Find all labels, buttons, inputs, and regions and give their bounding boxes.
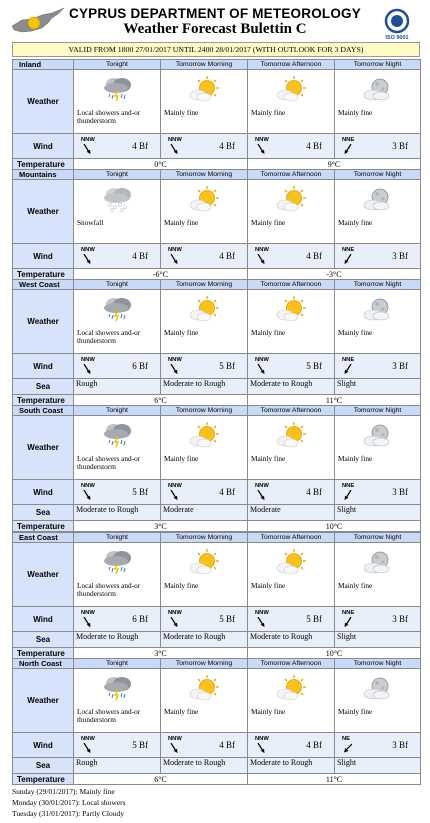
wind-force: 4 Bf [306,141,322,151]
period-header: Tomorrow Night [335,533,421,543]
weather-description: Mainly fine [164,108,199,117]
wind-arrow-icon [257,144,265,154]
sea-row [13,379,421,395]
temperature-day: 10°C [248,648,421,659]
weather-description: Mainly fine [338,218,373,227]
wind-force: 3 Bf [392,361,408,371]
sea-label: Sea [13,632,74,648]
temperature-row [13,521,421,532]
weather-row [13,543,421,607]
period-header: Tomorrow Morning [161,406,248,416]
period-header: Tomorrow Night [335,406,421,416]
wind-label: Wind [13,607,74,632]
weather-label: Weather [13,290,74,354]
wind-cell [248,244,335,269]
sea-state: Moderate to Rough [74,632,161,648]
wind-force: 3 Bf [392,487,408,497]
wind-arrow-icon [83,743,91,753]
period-header: Tonight [74,60,161,70]
wind-arrow-icon [344,617,352,627]
wind-cell [74,733,161,758]
weather-cell [248,290,335,354]
temperature-night: 6°C [74,774,248,785]
validity-banner: VALID FROM 1800 27/01/2017 UNTIL 2400 28/01/2017 (WITH OUTLOOK FOR 3 DAYS) [12,42,420,57]
weather-description: Mainly fine [251,328,286,337]
wind-row [13,607,421,632]
temperature-row [13,774,421,785]
period-header: Tomorrow Afternoon [248,659,335,669]
wind-label: Wind [13,733,74,758]
weather-description: Local showers and-or thunderstorm [77,707,141,724]
weather-cell [335,70,421,134]
period-header: Tomorrow Afternoon [248,170,335,180]
wind-force: 3 Bf [392,614,408,624]
region-header-row [13,280,421,290]
wind-cell [161,354,248,379]
sea-state: Slight [335,632,421,648]
wind-arrow-icon [170,490,178,500]
iso-certification-logo-icon [382,8,412,42]
wind-direction: NNW [255,610,269,616]
wind-arrow-icon [83,364,91,374]
wind-cell [161,480,248,505]
wind-force: 3 Bf [392,251,408,261]
sea-state: Moderate [161,505,248,521]
sea-state: Moderate [248,505,335,521]
sea-state: Slight [335,379,421,395]
wind-arrow-icon [344,743,352,753]
sea-state: Moderate to Rough [161,632,248,648]
wind-cell [335,134,421,159]
wind-cell [248,607,335,632]
wind-arrow-icon [83,617,91,627]
sea-row [13,505,421,521]
wind-label: Wind [13,244,74,269]
weather-cell [74,543,161,607]
wind-force: 5 Bf [219,361,235,371]
period-header: Tomorrow Night [335,60,421,70]
region-header-row [13,170,421,180]
outlook-item: Tuesday (31/01/2017): Partly Cloudy [12,809,125,818]
wind-direction: NNW [168,357,182,363]
temperature-row [13,648,421,659]
wind-row [13,244,421,269]
temperature-night: 3°C [74,648,248,659]
wind-cell [335,607,421,632]
wind-direction: NNW [255,483,269,489]
period-header: Tomorrow Night [335,280,421,290]
weather-cell [161,543,248,607]
period-header: Tomorrow Afternoon [248,533,335,543]
wind-arrow-icon [170,364,178,374]
wind-direction: NNW [255,247,269,253]
sea-state: Moderate to Rough [161,379,248,395]
wind-cell [248,354,335,379]
temperature-night: 6°C [74,395,248,406]
period-header: Tonight [74,533,161,543]
temperature-label: Temperature [13,774,74,785]
period-header: Tomorrow Morning [161,60,248,70]
temperature-day: -3°C [248,269,421,280]
outlook-item: Monday (30/01/2017): Local showers [12,798,126,807]
weather-cell [335,416,421,480]
period-header: Tonight [74,280,161,290]
wind-arrow-icon [344,144,352,154]
wind-arrow-icon [170,254,178,264]
wind-direction: NNW [81,610,95,616]
weather-cell [161,669,248,733]
wind-arrow-icon [257,617,265,627]
weather-cell [335,669,421,733]
wind-label: Wind [13,480,74,505]
wind-force: 6 Bf [132,361,148,371]
weather-description: Mainly fine [338,581,373,590]
page-header [0,0,430,44]
wind-arrow-icon [170,743,178,753]
sea-state: Moderate to Rough [161,758,248,774]
weather-cell [335,290,421,354]
wind-force: 5 Bf [132,487,148,497]
temperature-day: 10°C [248,521,421,532]
wind-direction: NNW [81,247,95,253]
period-header: Tomorrow Night [335,170,421,180]
weather-description: Local showers and-or thunderstorm [77,581,141,598]
department-title: CYPRUS DEPARTMENT OF METEOROLOGY [69,6,361,21]
wind-force: 6 Bf [132,614,148,624]
wind-force: 5 Bf [306,614,322,624]
wind-arrow-icon [344,364,352,374]
weather-description: Mainly fine [338,108,373,117]
wind-direction: NNW [255,357,269,363]
wind-direction: NNW [255,736,269,742]
period-header: Tonight [74,170,161,180]
wind-cell [74,607,161,632]
wind-arrow-icon [83,144,91,154]
wind-cell [74,134,161,159]
wind-arrow-icon [257,364,265,374]
wind-force: 4 Bf [132,251,148,261]
region-table [12,405,421,532]
weather-description: Mainly fine [164,454,199,463]
weather-cell [74,669,161,733]
temperature-label: Temperature [13,521,74,532]
temperature-label: Temperature [13,395,74,406]
weather-cell [248,669,335,733]
temperature-night: -6°C [74,269,248,280]
weather-cell [248,70,335,134]
weather-description: Snowfall [77,218,104,227]
wind-cell [248,134,335,159]
wind-cell [74,480,161,505]
wind-direction: NNW [81,137,95,143]
region-table [12,59,421,170]
region-name: Inland [13,60,74,70]
temperature-row [13,269,421,280]
temperature-day: 11°C [248,395,421,406]
wind-direction: NNW [81,357,95,363]
wind-force: 4 Bf [219,251,235,261]
weather-description: Mainly fine [251,108,286,117]
period-header: Tomorrow Morning [161,659,248,669]
wind-direction: NNE [342,137,355,143]
wind-arrow-icon [344,254,352,264]
region-header-row [13,406,421,416]
weather-description: Local showers and-or thunderstorm [77,328,141,345]
wind-force: 4 Bf [306,251,322,261]
iso-logo-text: ISO 9001 [385,35,409,41]
weather-description: Mainly fine [164,328,199,337]
period-header: Tomorrow Morning [161,533,248,543]
wind-force: 5 Bf [219,614,235,624]
weather-row [13,180,421,244]
wind-row [13,480,421,505]
wind-cell [161,733,248,758]
weather-label: Weather [13,180,74,244]
wind-cell [161,244,248,269]
weather-description: Mainly fine [164,707,199,716]
weather-description: Mainly fine [338,328,373,337]
wind-force: 3 Bf [392,740,408,750]
weather-cell [74,180,161,244]
weather-cell [161,416,248,480]
outlook-item: Sunday (29/01/2017): Mainly fine [12,787,115,796]
wind-cell [248,733,335,758]
wind-cell [74,354,161,379]
wind-arrow-icon [344,490,352,500]
wind-force: 4 Bf [306,487,322,497]
wind-force: 5 Bf [132,740,148,750]
wind-arrow-icon [170,144,178,154]
wind-force: 4 Bf [219,141,235,151]
period-header: Tonight [74,406,161,416]
weather-row [13,70,421,134]
wind-arrow-icon [83,490,91,500]
weather-description: Local showers and-or thunderstorm [77,108,141,125]
weather-label: Weather [13,416,74,480]
wind-direction: NNE [342,610,355,616]
sea-state: Slight [335,505,421,521]
weather-row [13,416,421,480]
wind-row [13,354,421,379]
region-header-row [13,659,421,669]
temperature-night: 3°C [74,521,248,532]
temperature-day: 9°C [248,159,421,170]
wind-cell [161,607,248,632]
wind-cell [335,733,421,758]
temperature-row [13,395,421,406]
wind-cell [74,244,161,269]
wind-force: 4 Bf [219,487,235,497]
wind-label: Wind [13,354,74,379]
wind-cell [161,134,248,159]
wind-label: Wind [13,134,74,159]
sea-state: Rough [74,379,161,395]
temperature-night: 0°C [74,159,248,170]
period-header: Tomorrow Afternoon [248,280,335,290]
weather-description: Mainly fine [164,581,199,590]
wind-direction: NNW [168,610,182,616]
region-table [12,279,421,406]
wind-force: 3 Bf [392,141,408,151]
region-table [12,532,421,659]
sea-state: Slight [335,758,421,774]
weather-label: Weather [13,669,74,733]
wind-arrow-icon [170,617,178,627]
sea-state: Moderate to Rough [74,505,161,521]
sea-label: Sea [13,758,74,774]
sea-row [13,632,421,648]
region-name: Mountains [13,170,74,180]
weather-description: Mainly fine [251,218,286,227]
sea-state: Moderate to Rough [248,632,335,648]
sea-state: Moderate to Rough [248,379,335,395]
weather-cell [161,70,248,134]
period-header: Tomorrow Morning [161,170,248,180]
wind-direction: NNW [168,483,182,489]
period-header: Tomorrow Morning [161,280,248,290]
weather-cell [248,180,335,244]
weather-description: Mainly fine [251,581,286,590]
wind-direction: NNE [342,247,355,253]
weather-cell [74,70,161,134]
temperature-row [13,159,421,170]
region-name: South Coast [13,406,74,416]
wind-direction: NNE [342,357,355,363]
wind-cell [335,244,421,269]
weather-label: Weather [13,70,74,134]
region-table [12,169,421,280]
weather-cell [161,290,248,354]
weather-cell [248,543,335,607]
period-header: Tomorrow Night [335,659,421,669]
wind-direction: NNE [342,483,355,489]
region-name: East Coast [13,533,74,543]
region-header-row [13,533,421,543]
wind-direction: NNW [81,483,95,489]
weather-cell [74,416,161,480]
bulletin-title: Weather Forecast Bulettin C [123,21,307,37]
sea-label: Sea [13,505,74,521]
weather-row [13,669,421,733]
period-header: Tomorrow Afternoon [248,406,335,416]
wind-arrow-icon [257,254,265,264]
wind-direction: NNW [168,736,182,742]
outlook-list [12,786,126,819]
temperature-label: Temperature [13,648,74,659]
region-name: North Coast [13,659,74,669]
wind-direction: NE [342,736,351,742]
temperature-day: 11°C [248,774,421,785]
period-header: Tomorrow Afternoon [248,60,335,70]
wind-cell [335,480,421,505]
wind-force: 4 Bf [306,740,322,750]
sea-label: Sea [13,379,74,395]
wind-force: 4 Bf [219,740,235,750]
weather-cell [248,416,335,480]
temperature-label: Temperature [13,159,74,170]
weather-description: Mainly fine [338,707,373,716]
sea-state: Rough [74,758,161,774]
region-table [12,658,421,785]
region-name: West Coast [13,280,74,290]
wind-arrow-icon [83,254,91,264]
weather-description: Mainly fine [251,454,286,463]
weather-description: Mainly fine [338,454,373,463]
wind-force: 4 Bf [132,141,148,151]
wind-force: 5 Bf [306,361,322,371]
weather-description: Local showers and-or thunderstorm [77,454,141,471]
weather-cell [74,290,161,354]
wind-direction: NNW [168,137,182,143]
wind-cell [335,354,421,379]
wind-arrow-icon [257,743,265,753]
weather-cell [161,180,248,244]
wind-direction: NNW [81,736,95,742]
period-header: Tonight [74,659,161,669]
temperature-label: Temperature [13,269,74,280]
weather-cell [335,180,421,244]
wind-direction: NNW [168,247,182,253]
weather-description: Mainly fine [164,218,199,227]
sea-row [13,758,421,774]
weather-row [13,290,421,354]
weather-label: Weather [13,543,74,607]
sea-state: Moderate to Rough [248,758,335,774]
weather-cell [335,543,421,607]
wind-arrow-icon [257,490,265,500]
wind-cell [248,480,335,505]
wind-row [13,134,421,159]
region-header-row [13,60,421,70]
wind-direction: NNW [255,137,269,143]
weather-description: Mainly fine [251,707,286,716]
wind-row [13,733,421,758]
